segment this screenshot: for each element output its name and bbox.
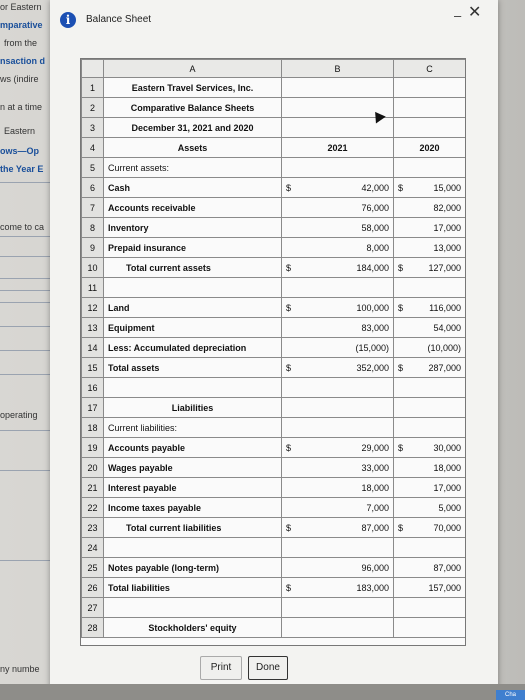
- dialog-title: Balance Sheet: [86, 14, 152, 25]
- close-button[interactable]: ✕: [468, 4, 482, 21]
- row-number[interactable]: 7: [82, 198, 104, 218]
- column-header-b[interactable]: B: [282, 60, 394, 78]
- cell-b[interactable]: [282, 438, 394, 458]
- row-number[interactable]: 16: [82, 378, 104, 398]
- cell-a[interactable]: [104, 238, 282, 258]
- bg-fragment: operating: [0, 410, 38, 420]
- cell-value: (10,000): [427, 342, 461, 353]
- cell-c[interactable]: [394, 338, 466, 358]
- cell-c[interactable]: [394, 178, 466, 198]
- row-number[interactable]: 15: [82, 358, 104, 378]
- cell-value: 100,000: [356, 302, 389, 313]
- cell-value: 54,000: [433, 322, 461, 333]
- cell-b[interactable]: [282, 418, 394, 438]
- cell-value: 42,000: [361, 182, 389, 193]
- row-number[interactable]: 25: [82, 558, 104, 578]
- cell-value: 96,000: [361, 562, 389, 573]
- cell-value: Wages payable: [108, 462, 173, 473]
- cell-b[interactable]: [282, 518, 394, 538]
- row-number[interactable]: 20: [82, 458, 104, 478]
- row-number[interactable]: 27: [82, 598, 104, 618]
- cell-a[interactable]: [104, 438, 282, 458]
- cell-a[interactable]: [104, 398, 282, 418]
- spreadsheet[interactable]: [80, 58, 466, 646]
- cell-b[interactable]: [282, 358, 394, 378]
- cell-a[interactable]: [104, 458, 282, 478]
- dollar-sign: $: [398, 182, 404, 193]
- cell-b[interactable]: [282, 378, 394, 398]
- bg-fragment: mparative: [0, 20, 43, 30]
- dollar-sign: $: [398, 522, 404, 533]
- corner-button[interactable]: Cha: [496, 690, 525, 700]
- cell-value: Total current assets: [126, 262, 211, 273]
- dollar-sign: $: [398, 442, 404, 453]
- table-row: [82, 138, 466, 158]
- cell-a[interactable]: [104, 618, 282, 638]
- cell-c[interactable]: [394, 358, 466, 378]
- cell-value: Stockholders' equity: [148, 622, 237, 633]
- cell-c[interactable]: [394, 258, 466, 278]
- dialog-titlebar: [50, 0, 498, 40]
- cell-value: Accounts payable: [108, 442, 186, 453]
- column-header-c[interactable]: C: [394, 60, 466, 78]
- cell-value: Land: [108, 302, 130, 313]
- cell-c[interactable]: [394, 218, 466, 238]
- row-number[interactable]: 28: [82, 618, 104, 638]
- cell-b[interactable]: [282, 538, 394, 558]
- table-row: [82, 478, 466, 498]
- table-row: [82, 338, 466, 358]
- cell-a[interactable]: [104, 178, 282, 198]
- cell-a[interactable]: [104, 358, 282, 378]
- cell-c[interactable]: [394, 278, 466, 298]
- cell-c[interactable]: [394, 478, 466, 498]
- cell-b[interactable]: [282, 458, 394, 478]
- bg-fragment: the Year E: [0, 164, 44, 174]
- table-row: [82, 278, 466, 298]
- corner-cell: [82, 60, 104, 78]
- table-row: [82, 578, 466, 598]
- table-row: [82, 558, 466, 578]
- cell-b[interactable]: [282, 578, 394, 598]
- table-row: [82, 178, 466, 198]
- cell-c[interactable]: [394, 518, 466, 538]
- table-row: [82, 538, 466, 558]
- row-number[interactable]: 4: [82, 138, 104, 158]
- row-number[interactable]: 2: [82, 98, 104, 118]
- dollar-sign: $: [398, 362, 404, 373]
- cell-c[interactable]: [394, 198, 466, 218]
- row-number[interactable]: 23: [82, 518, 104, 538]
- table-row: [82, 238, 466, 258]
- row-number[interactable]: 19: [82, 438, 104, 458]
- cell-value: Accounts receivable: [108, 202, 196, 213]
- cell-b[interactable]: [282, 218, 394, 238]
- cell-value: 18,000: [433, 462, 461, 473]
- bg-fragment: ny numbe: [0, 664, 40, 674]
- bg-fragment: come to ca: [0, 222, 45, 232]
- cell-value: 87,000: [361, 522, 389, 533]
- cell-value: 30,000: [433, 442, 461, 453]
- cell-a[interactable]: [104, 418, 282, 438]
- cell-value: 287,000: [428, 362, 461, 373]
- row-number[interactable]: 3: [82, 118, 104, 138]
- bg-fragment: Eastern: [4, 126, 36, 136]
- cell-value: Liabilities: [171, 402, 214, 413]
- table-row: [82, 218, 466, 238]
- cell-c[interactable]: [394, 498, 466, 518]
- table-row: [82, 598, 466, 618]
- row-number[interactable]: 11: [82, 278, 104, 298]
- row-number[interactable]: 13: [82, 318, 104, 338]
- cell-value: 184,000: [356, 262, 389, 273]
- cell-c[interactable]: [394, 98, 466, 118]
- cell-value: 7,000: [366, 502, 389, 513]
- cell-value: 83,000: [361, 322, 389, 333]
- row-number[interactable]: 24: [82, 538, 104, 558]
- balance-sheet-dialog: [50, 0, 498, 700]
- table-row: [82, 418, 466, 438]
- cell-b[interactable]: [282, 478, 394, 498]
- row-number[interactable]: 12: [82, 298, 104, 318]
- dollar-sign: $: [398, 262, 404, 273]
- cell-value: Notes payable (long-term): [108, 562, 220, 573]
- cell-a[interactable]: [104, 158, 282, 178]
- cell-value: 2021: [327, 142, 348, 153]
- row-number[interactable]: 6: [82, 178, 104, 198]
- cell-value: Total assets: [108, 362, 160, 373]
- bg-fragment: nsaction d: [0, 56, 46, 66]
- row-number[interactable]: 1: [82, 78, 104, 98]
- cell-value: 33,000: [361, 462, 389, 473]
- dollar-sign: $: [286, 522, 292, 533]
- cell-value: 70,000: [433, 522, 461, 533]
- cell-a[interactable]: [104, 258, 282, 278]
- table-row: [82, 378, 466, 398]
- cell-c[interactable]: [394, 118, 466, 138]
- cell-value: Interest payable: [108, 482, 177, 493]
- cell-b[interactable]: [282, 498, 394, 518]
- dollar-sign: $: [286, 302, 292, 313]
- row-number[interactable]: 8: [82, 218, 104, 238]
- info-icon: i: [60, 12, 76, 28]
- table-row: [82, 498, 466, 518]
- cell-value: Assets: [177, 142, 208, 153]
- bg-fragment: ows—Op: [0, 146, 40, 156]
- table-row: [82, 98, 466, 118]
- cell-value: Current liabilities:: [108, 422, 178, 433]
- cell-c[interactable]: [394, 578, 466, 598]
- row-number[interactable]: 5: [82, 158, 104, 178]
- print-button[interactable]: Print: [200, 656, 242, 680]
- cell-value: Comparative Balance Sheets: [130, 102, 255, 113]
- cell-value: (15,000): [355, 342, 389, 353]
- cell-b[interactable]: [282, 198, 394, 218]
- cell-c[interactable]: [394, 558, 466, 578]
- cell-b[interactable]: [282, 278, 394, 298]
- dollar-sign: $: [286, 362, 292, 373]
- cell-value: Total current liabilities: [126, 522, 222, 533]
- cell-value: Income taxes payable: [108, 502, 202, 513]
- row-number[interactable]: 21: [82, 478, 104, 498]
- table-row: [82, 458, 466, 478]
- cell-value: 157,000: [428, 582, 461, 593]
- cell-value: 76,000: [361, 202, 389, 213]
- bg-fragment: n at a time: [0, 102, 43, 112]
- table-row: [82, 398, 466, 418]
- cell-a[interactable]: [104, 278, 282, 298]
- cell-value: Inventory: [108, 222, 149, 233]
- dollar-sign: $: [286, 182, 292, 193]
- row-number[interactable]: 26: [82, 578, 104, 598]
- cell-a[interactable]: [104, 538, 282, 558]
- table-row: [82, 618, 466, 638]
- cell-b[interactable]: [282, 598, 394, 618]
- cell-value: Total liabilities: [108, 582, 170, 593]
- cell-value: 15,000: [433, 182, 461, 193]
- cell-a[interactable]: [104, 478, 282, 498]
- cell-b[interactable]: [282, 398, 394, 418]
- cell-value: 17,000: [433, 222, 461, 233]
- bg-fragment: or Eastern: [0, 2, 42, 12]
- cell-value: 29,000: [361, 442, 389, 453]
- cell-b[interactable]: [282, 318, 394, 338]
- cell-a[interactable]: [104, 218, 282, 238]
- bg-fragment: from the: [4, 38, 38, 48]
- table-row: [82, 358, 466, 378]
- done-button[interactable]: Done: [248, 656, 288, 680]
- cell-b[interactable]: [282, 258, 394, 278]
- table-row: [82, 78, 466, 98]
- cell-value: 17,000: [433, 482, 461, 493]
- cell-value: Less: Accumulated depreciation: [108, 342, 247, 353]
- table-row: [82, 118, 466, 138]
- row-number[interactable]: 17: [82, 398, 104, 418]
- cell-value: 58,000: [361, 222, 389, 233]
- minimize-button[interactable]: –: [454, 8, 462, 23]
- cell-b[interactable]: [282, 158, 394, 178]
- cell-value: 18,000: [361, 482, 389, 493]
- cell-c[interactable]: [394, 238, 466, 258]
- cell-b[interactable]: [282, 558, 394, 578]
- cell-c[interactable]: [394, 378, 466, 398]
- cell-value: 352,000: [356, 362, 389, 373]
- table-row: [82, 158, 466, 178]
- column-header-a[interactable]: A: [104, 60, 282, 78]
- cell-value: Current assets:: [108, 162, 170, 173]
- cell-a[interactable]: [104, 198, 282, 218]
- cell-c[interactable]: [394, 158, 466, 178]
- bottom-bar: [0, 684, 525, 700]
- row-number[interactable]: 14: [82, 338, 104, 358]
- cell-c[interactable]: [394, 458, 466, 478]
- cell-a[interactable]: [104, 498, 282, 518]
- cell-value: 127,000: [428, 262, 461, 273]
- cell-c[interactable]: [394, 618, 466, 638]
- cell-a[interactable]: [104, 578, 282, 598]
- cell-value: 82,000: [433, 202, 461, 213]
- cell-c[interactable]: [394, 598, 466, 618]
- cell-value: 2020: [419, 142, 440, 153]
- cell-b[interactable]: [282, 338, 394, 358]
- cell-a[interactable]: [104, 138, 282, 158]
- row-number[interactable]: 10: [82, 258, 104, 278]
- table-row: [82, 438, 466, 458]
- cell-c[interactable]: [394, 318, 466, 338]
- cell-a[interactable]: [104, 558, 282, 578]
- dollar-sign: $: [286, 442, 292, 453]
- cell-value: Equipment: [108, 322, 155, 333]
- cell-b[interactable]: [282, 138, 394, 158]
- cell-a[interactable]: [104, 338, 282, 358]
- cell-a[interactable]: [104, 298, 282, 318]
- cell-value: 8,000: [366, 242, 389, 253]
- cell-c[interactable]: [394, 438, 466, 458]
- table-row: [82, 198, 466, 218]
- dollar-sign: $: [286, 262, 292, 273]
- cell-a[interactable]: [104, 378, 282, 398]
- table-row: [82, 298, 466, 318]
- dollar-sign: $: [398, 302, 404, 313]
- cell-value: 5,000: [438, 502, 461, 513]
- balance-sheet-table: [81, 59, 466, 638]
- cell-value: 116,000: [429, 302, 461, 313]
- cell-a[interactable]: [104, 98, 282, 118]
- cell-c[interactable]: [394, 298, 466, 318]
- cell-b[interactable]: [282, 618, 394, 638]
- row-number[interactable]: 9: [82, 238, 104, 258]
- dollar-sign: $: [286, 582, 292, 593]
- cell-c[interactable]: [394, 398, 466, 418]
- cell-c[interactable]: [394, 138, 466, 158]
- cell-b[interactable]: [282, 238, 394, 258]
- table-row: [82, 518, 466, 538]
- cell-value: 87,000: [433, 562, 461, 573]
- cell-b[interactable]: [282, 78, 394, 98]
- table-row: [82, 318, 466, 338]
- row-number[interactable]: 22: [82, 498, 104, 518]
- table-row: [82, 258, 466, 278]
- cell-a[interactable]: [104, 318, 282, 338]
- cell-c[interactable]: [394, 538, 466, 558]
- cell-b[interactable]: [282, 178, 394, 198]
- cell-value: 13,000: [433, 242, 461, 253]
- cell-a[interactable]: [104, 78, 282, 98]
- cell-value: 183,000: [356, 582, 389, 593]
- cell-a[interactable]: [104, 518, 282, 538]
- cell-value: Cash: [108, 182, 131, 193]
- cell-c[interactable]: [394, 418, 466, 438]
- cell-a[interactable]: [104, 118, 282, 138]
- cell-value: Eastern Travel Services, Inc.: [131, 82, 254, 93]
- cell-a[interactable]: [104, 598, 282, 618]
- bg-fragment: ws (indire: [0, 74, 39, 84]
- cell-value: Prepaid insurance: [108, 242, 187, 253]
- row-number[interactable]: 18: [82, 418, 104, 438]
- cell-c[interactable]: [394, 78, 466, 98]
- cell-value: December 31, 2021 and 2020: [131, 122, 254, 133]
- cell-b[interactable]: [282, 298, 394, 318]
